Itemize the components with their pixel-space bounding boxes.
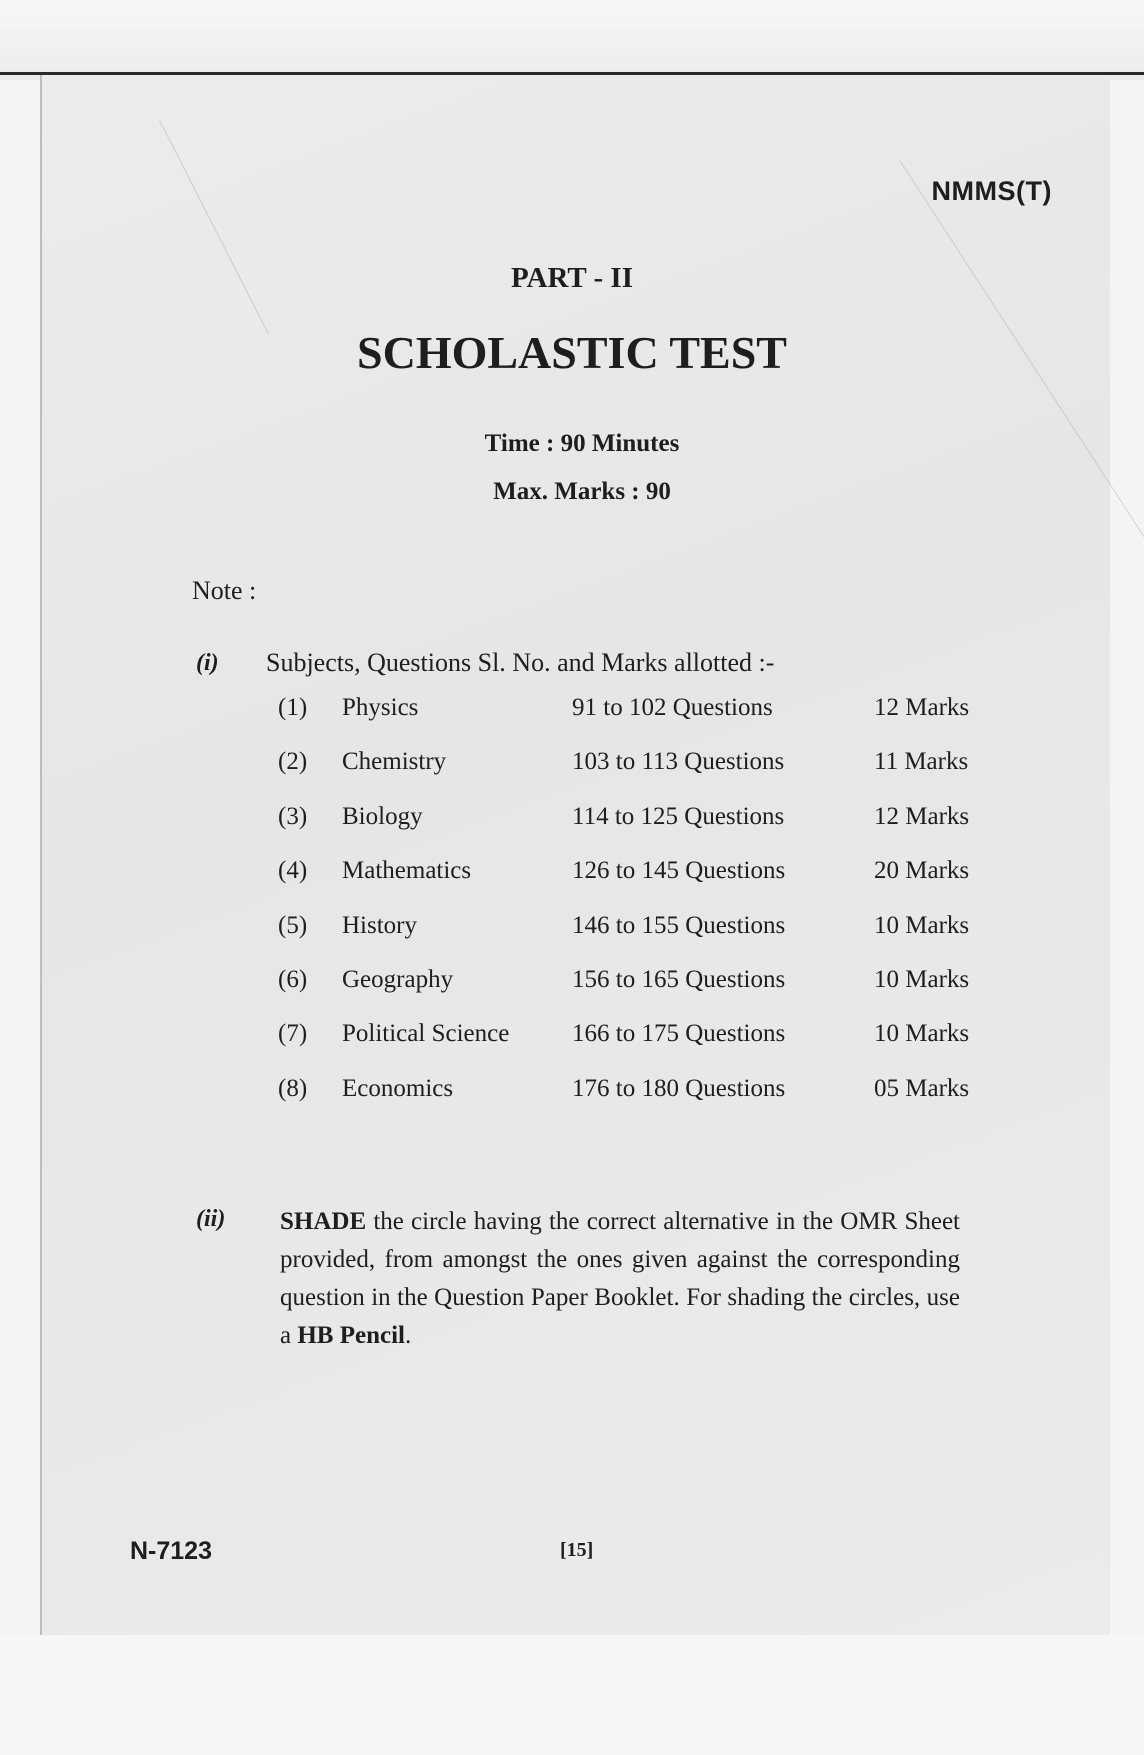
subject-name: Biology — [342, 802, 423, 830]
subject-row — [278, 912, 998, 966]
subject-row — [278, 694, 998, 748]
subject-row — [278, 1020, 998, 1074]
part-heading: PART - II — [511, 262, 633, 294]
test-title: SCHOLASTIC TEST — [357, 327, 787, 378]
question-range: 114 to 125 Questions — [572, 802, 785, 830]
note-index-ii: (ii) — [196, 1206, 226, 1232]
subject-name: Mathematics — [342, 857, 472, 885]
subject-marks: 12 Marks — [874, 802, 970, 830]
question-range: 146 to 155 Questions — [572, 911, 786, 939]
question-range: 126 to 145 Questions — [572, 857, 786, 885]
subject-row — [278, 857, 998, 911]
scan-background — [0, 0, 1144, 80]
question-range: 156 to 165 Questions — [572, 965, 786, 993]
instruction-end: . — [405, 1322, 412, 1349]
subject-marks: 10 Marks — [874, 965, 970, 993]
subject-number: (7) — [278, 1020, 308, 1048]
subject-number: (5) — [278, 911, 308, 939]
subject-marks: 20 Marks — [874, 857, 970, 885]
page-number: [15] — [560, 1539, 594, 1561]
subject-name: History — [342, 911, 417, 939]
instruction-text: the circle having the correct alternative in the OMR Sheet provided, from amongst the ones given against the corresponding question in the Question Paper Booklet. For shading the circles, use a — [280, 1208, 960, 1349]
instruction-bold-start: SHADE — [280, 1208, 367, 1235]
subjects-intro: Subjects, Questions Sl. No. and Marks allotted :- — [266, 648, 775, 677]
subject-marks: 12 Marks — [874, 694, 970, 721]
shading-instruction — [280, 1203, 960, 1355]
paper-code: NMMS(T) — [931, 176, 1052, 206]
note-label: Note : — [192, 576, 257, 605]
question-range: 103 to 113 Questions — [572, 748, 785, 776]
subject-row — [278, 803, 998, 857]
subject-row — [278, 1075, 998, 1129]
subject-number: (3) — [278, 802, 308, 830]
booklet-code: N-7123 — [130, 1537, 212, 1565]
subject-number: (6) — [278, 965, 308, 993]
subject-marks: 10 Marks — [874, 1020, 970, 1048]
question-range: 91 to 102 Questions — [572, 694, 773, 721]
subjects-table — [278, 694, 998, 1129]
subject-number: (1) — [278, 694, 308, 721]
scan-bottom-margin — [0, 1635, 1144, 1755]
question-range: 166 to 175 Questions — [572, 1020, 786, 1048]
paper-left-edge — [40, 75, 42, 1635]
subject-row — [278, 748, 998, 802]
subject-marks: 05 Marks — [874, 1074, 970, 1102]
subject-name: Physics — [342, 694, 419, 721]
subject-name: Geography — [342, 965, 454, 993]
subject-number: (2) — [278, 748, 308, 776]
subject-name: Chemistry — [342, 748, 447, 776]
subject-number: (4) — [278, 857, 308, 885]
subject-name: Economics — [342, 1074, 454, 1102]
subject-number: (8) — [278, 1074, 308, 1102]
note-index-i: (i) — [196, 650, 219, 676]
question-range: 176 to 180 Questions — [572, 1074, 786, 1102]
subject-marks: 11 Marks — [874, 748, 969, 776]
time-allowed: Time : 90 Minutes — [484, 430, 680, 457]
max-marks: Max. Marks : 90 — [493, 478, 671, 505]
subject-name: Political Science — [342, 1020, 510, 1048]
instruction-bold-end: HB Pencil — [297, 1322, 405, 1349]
subject-row — [278, 966, 998, 1020]
subject-marks: 10 Marks — [874, 911, 970, 939]
